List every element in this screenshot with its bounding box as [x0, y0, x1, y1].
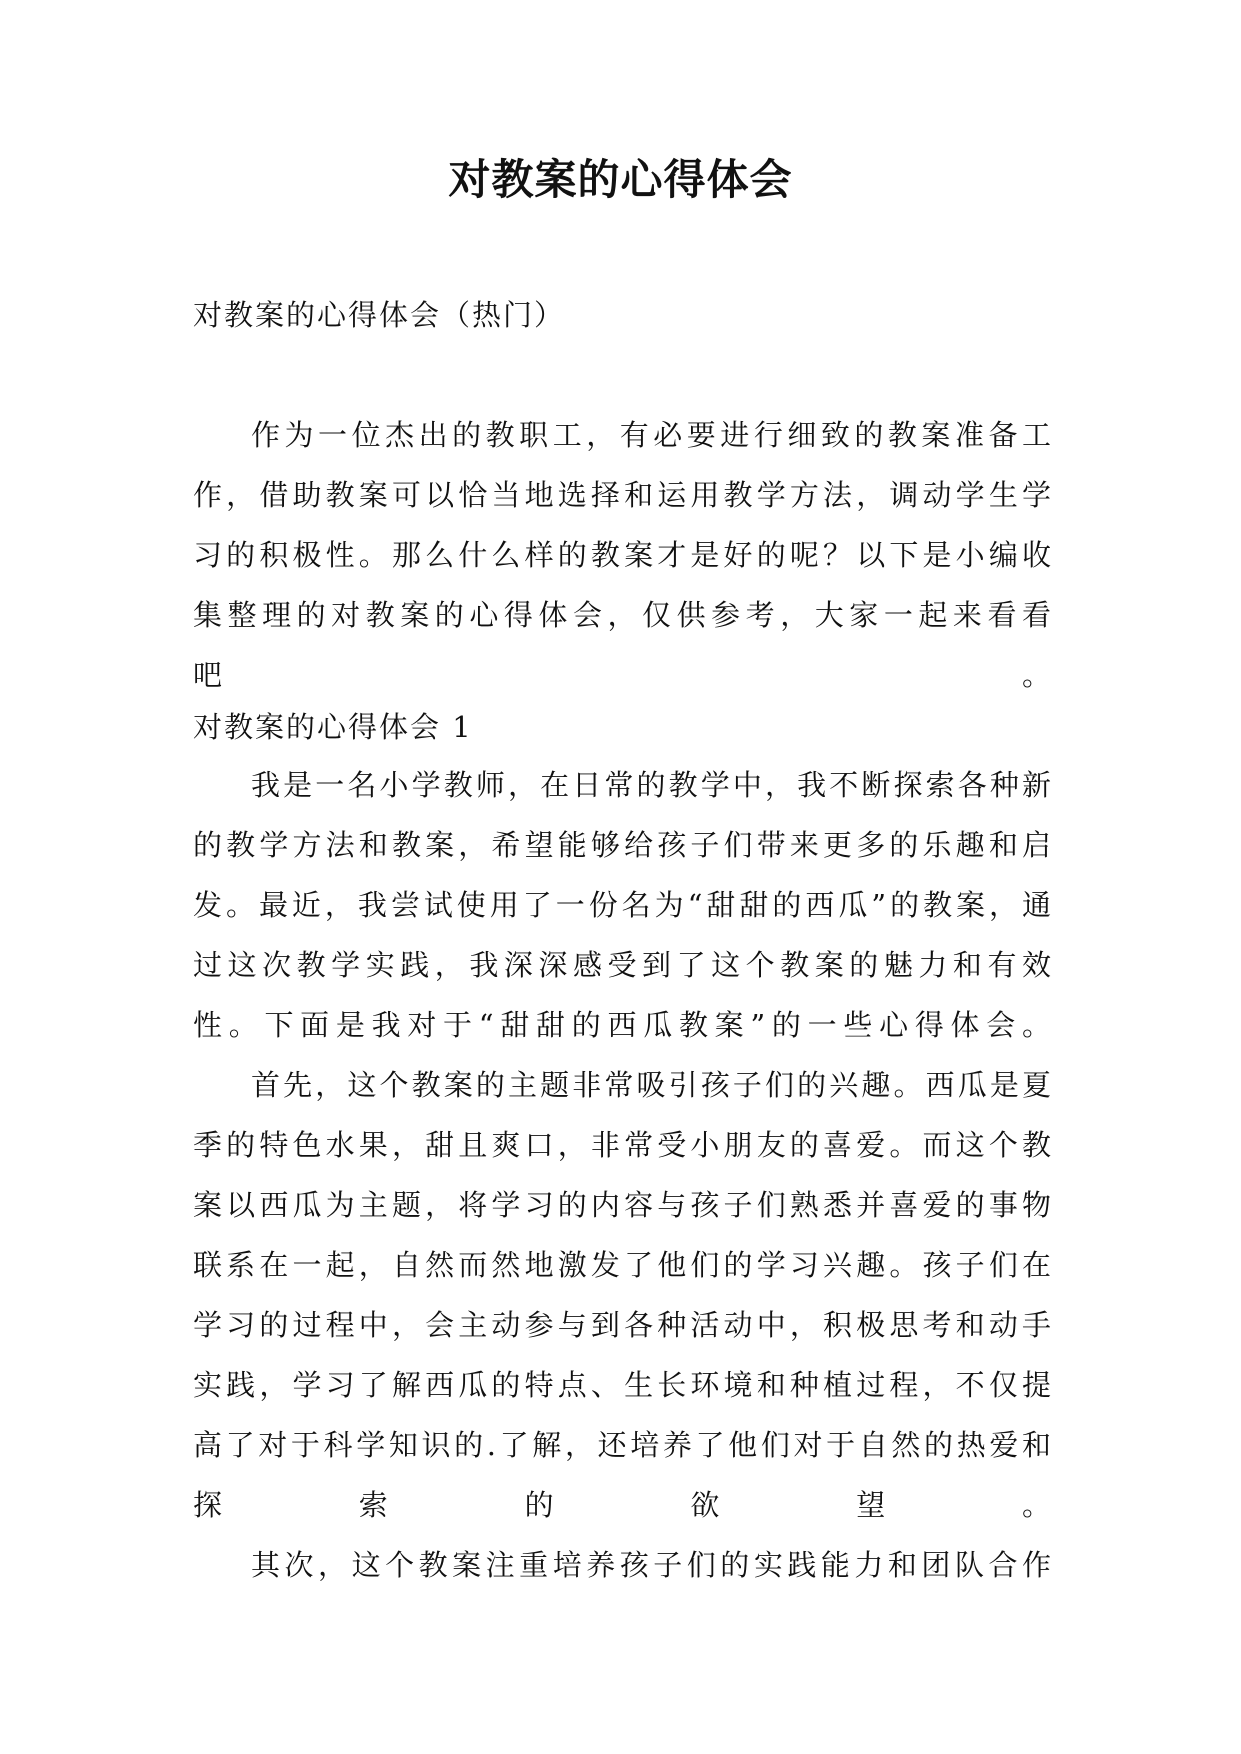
section-heading: 对教案的心得体会 1: [193, 710, 473, 744]
body-paragraph-3: 其次，这个教案注重培养孩子们的实践能力和团队合作: [251, 1548, 1054, 1582]
document-subtitle: 对教案的心得体会（热门）: [193, 298, 566, 332]
intro-paragraph: 作为一位杰出的教职工，有必要进行细致的教案准备工作，借助教案可以恰当地选择和运用教学方法，调动学生学习的积极性。那么什么样的教案才是好的呢？以下是小编收集整理的对教案的心得体会，仅供参考，大家一起来看看吧。: [193, 418, 1054, 692]
body-paragraph-1: 我是一名小学教师，在日常的教学中，我不断探索各种新的教学方法和教案，希望能够给孩子们带来更多的乐趣和启发。最近，我尝试使用了一份名为“甜甜的西瓜”的教案，通过这次教学实践，我深深感受到了这个教案的魅力和有效性。下面是我对于“甜甜的西瓜教案”的一些心得体会。: [193, 768, 1054, 1042]
document-title: 对教案的心得体会: [448, 155, 793, 204]
body-paragraph-2: 首先，这个教案的主题非常吸引孩子们的兴趣。西瓜是夏季的特色水果，甜且爽口，非常受小朋友的喜爱。而这个教案以西瓜为主题，将学习的内容与孩子们熟悉并喜爱的事物联系在一起，自然而然地激发了他们的学习兴趣。孩子们在学习的过程中，会主动参与到各种活动中，积极思考和动手实践，学习了解西瓜的特点、生长环境和种植过程，不仅提高了对于科学知识的.了解，还培养了他们对于自然的热爱和探索的欲望。: [193, 1068, 1054, 1522]
article-body: [193, 755, 1054, 1595]
intro-paragraph-block: [193, 405, 1054, 705]
